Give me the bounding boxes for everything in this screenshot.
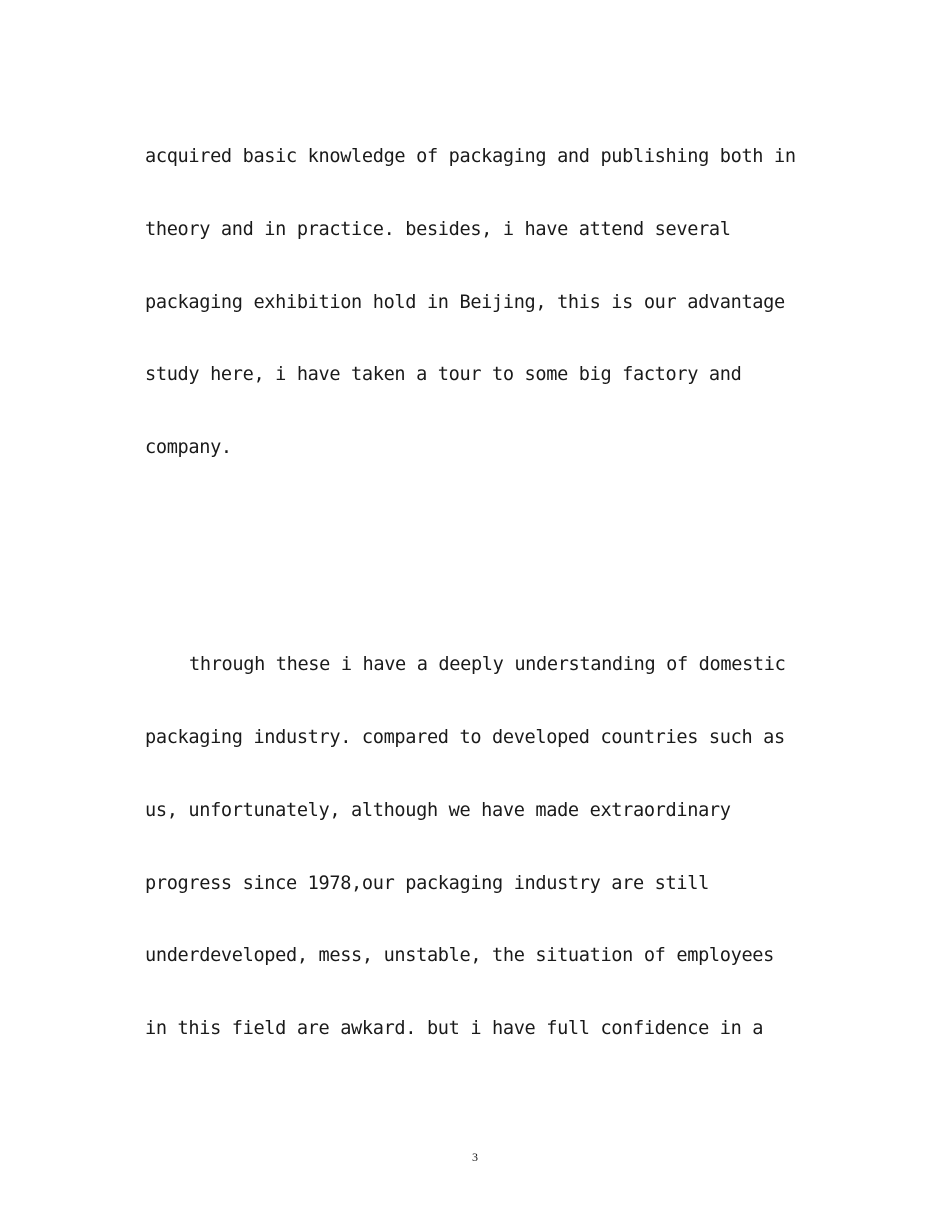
paragraph-line: underdeveloped, mess, unstable, the situation of employees (145, 945, 774, 966)
paragraph-line: acquired basic knowledge of packaging and publishing both in (145, 146, 796, 167)
paragraph-line: in this field are awkard. but i have full confidence in a (145, 1018, 764, 1039)
paragraph-line: company. (145, 437, 232, 458)
paragraph-line: packaging industry. compared to developed countries such as (145, 727, 785, 748)
page-number: 3 (472, 1150, 478, 1164)
paragraph-line: us, unfortunately, although we have made extraordinary (145, 800, 731, 821)
paragraph-line: theory and in practice. besides, i have attend several (145, 219, 731, 240)
paragraph-line: progress since 1978,our packaging industry are still (145, 873, 709, 894)
paragraph-line: study here, i have taken a tour to some big factory and (145, 364, 742, 385)
paragraph-line: packaging exhibition hold in Beijing, this is our advantage (145, 292, 785, 313)
paragraph-line: through these i have a deeply understanding of domestic (189, 654, 786, 675)
